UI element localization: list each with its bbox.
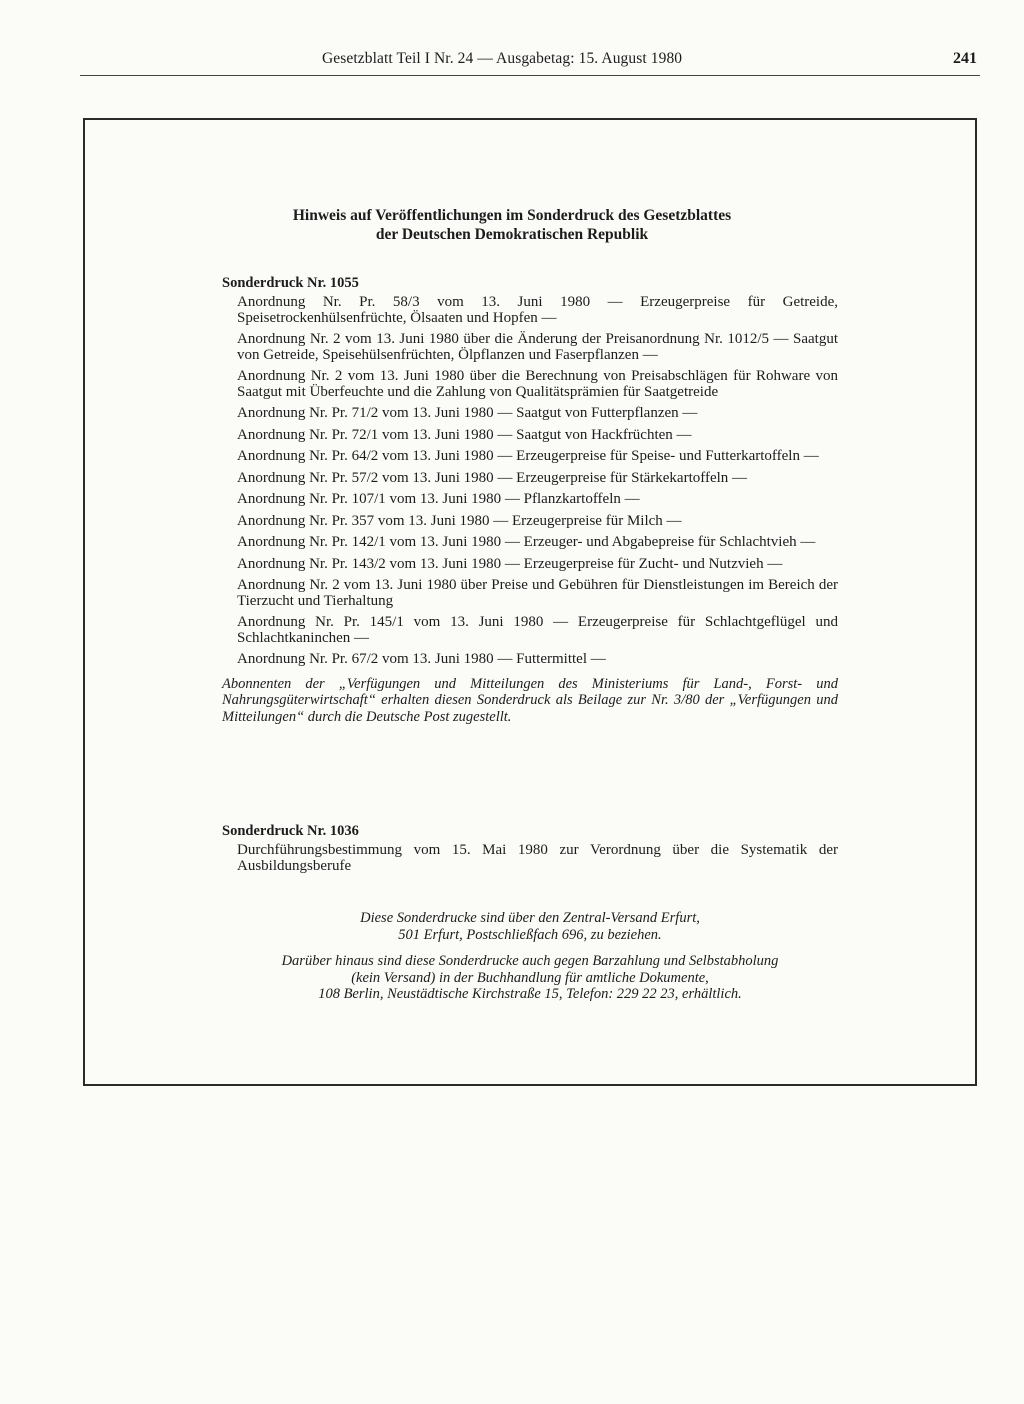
list-item: Anordnung Nr. Pr. 145/1 vom 13. Juni 1980 — Erzeugerpreise für Schlachtgeflügel und Schlachtkaninchen — <box>237 614 838 646</box>
pickup-line: (kein Versand) in der Buchhandlung für amtliche Dokumente, <box>351 969 709 986</box>
section-heading: Sonderdruck Nr. 1036 <box>222 823 359 839</box>
notice-title-line: der Deutschen Demokratischen Republik <box>375 226 649 243</box>
list-item: Anordnung Nr. Pr. 58/3 vom 13. Juni 1980 — Erzeugerpreise für Getreide, Speisetrockenhülsenfrüchte, Ölsaaten und Hopfen — <box>237 294 838 326</box>
sonderdruck-1055-section <box>222 275 838 725</box>
list-item: Anordnung Nr. Pr. 107/1 vom 13. Juni 1980 — Pflanzkartoffeln — <box>237 491 640 507</box>
subscriber-note: Abonnenten der „Verfügungen und Mitteilungen des Ministeriums für Land-, Forst- und Nahrungsgüterwirtschaft“ erhalten diesen Sonderdruck als Beilage zur Nr. 3/80 der „Verfügungen und Mitteilungen“ durch die Deutsche Post zugestellt. <box>222 675 838 725</box>
ordering-information <box>222 910 838 1013</box>
ordering-line: 501 Erfurt, Postschließfach 696, zu beziehen. <box>398 926 662 943</box>
list-item: Anordnung Nr. Pr. 71/2 vom 13. Juni 1980 — Saatgut von Futterpflanzen — <box>237 405 698 421</box>
pickup-line: Darüber hinaus sind diese Sonderdrucke auch gegen Barzahlung und Selbstabholung <box>281 953 779 969</box>
list-item: Anordnung Nr. Pr. 142/1 vom 13. Juni 1980 — Erzeuger- und Abgabepreise für Schlachtvieh — <box>237 534 816 550</box>
list-item: Anordnung Nr. 2 vom 13. Juni 1980 über Preise und Gebühren für Dienstleistungen im Bereich der Tierzucht und Tierhaltung <box>237 577 838 609</box>
pickup-paragraph <box>222 953 838 1003</box>
list-item: Anordnung Nr. Pr. 143/2 vom 13. Juni 1980 — Erzeugerpreise für Zucht- und Nutzvieh — <box>237 555 783 572</box>
running-header: Gesetzblatt Teil I Nr. 24 — Ausgabetag: 15. August 1980 <box>322 50 683 67</box>
notice-title <box>0 206 1024 244</box>
header-rule <box>80 75 980 76</box>
ordering-paragraph <box>222 910 838 943</box>
sonderdruck-1036-section <box>222 823 838 880</box>
list-item: Anordnung Nr. Pr. 57/2 vom 13. Juni 1980 — Erzeugerpreise für Stärkekartoffeln — <box>237 469 748 486</box>
list-item: Anordnung Nr. Pr. 357 vom 13. Juni 1980 — Erzeugerpreise für Milch — <box>237 512 682 529</box>
ordering-line: Diese Sonderdrucke sind über den Zentral-Versand Erfurt, <box>360 910 700 926</box>
section-heading: Sonderdruck Nr. 1055 <box>222 275 359 291</box>
list-item: Anordnung Nr. 2 vom 13. Juni 1980 über die Berechnung von Preisabschlägen für Rohware von Saatgut mit Überfeuchte und die Zahlung von Qualitätsprämien für Saatgetreide <box>237 368 838 400</box>
page-number: 241 <box>953 50 977 67</box>
list-item: Anordnung Nr. Pr. 67/2 vom 13. Juni 1980 — Futtermittel — <box>237 651 606 667</box>
notice-title-line: Hinweis auf Veröffentlichungen im Sonderdruck des Gesetzblattes <box>292 207 732 224</box>
pickup-line: 108 Berlin, Neustädtische Kirchstraße 15, Telefon: 229 22 23, erhältlich. <box>318 986 742 1002</box>
list-item: Durchführungsbestimmung vom 15. Mai 1980 zur Verordnung über die Systematik der Ausbildungsberufe <box>237 842 838 874</box>
list-item: Anordnung Nr. Pr. 72/1 vom 13. Juni 1980 — Saatgut von Hackfrüchten — <box>237 426 692 443</box>
list-item: Anordnung Nr. 2 vom 13. Juni 1980 über die Änderung der Preisanordnung Nr. 1012/5 — Saatgut von Getreide, Speisehülsenfrüchten, Ölpflanzen und Faserpflanzen — <box>237 331 838 363</box>
list-item: Anordnung Nr. Pr. 64/2 vom 13. Juni 1980 — Erzeugerpreise für Speise- und Futterkartoffeln — <box>237 448 819 464</box>
